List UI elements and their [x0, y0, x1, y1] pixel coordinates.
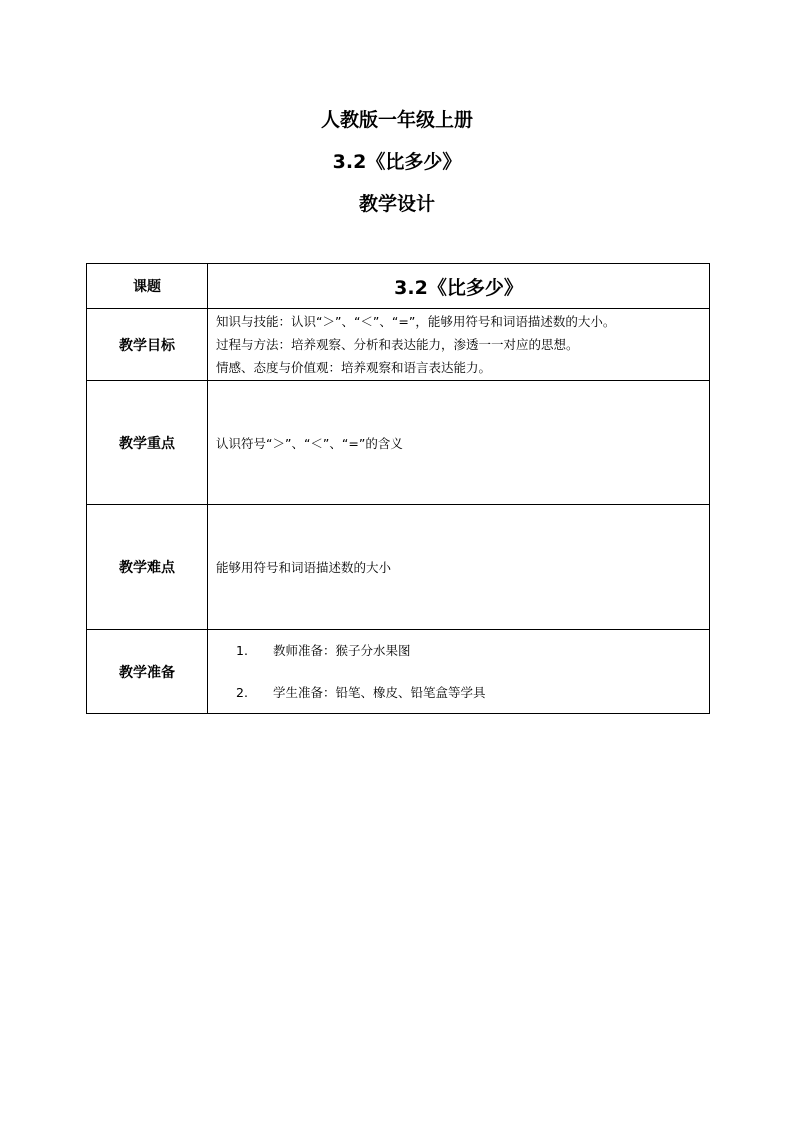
row-label-key-points: 教学重点: [87, 381, 208, 505]
document-title: 人教版一年级上册: [320, 109, 473, 131]
list-number: 1.: [236, 642, 248, 658]
table-row-preparation: [87, 630, 710, 714]
table-row-difficulties: [87, 505, 710, 630]
row-label-topic: 课题: [87, 264, 208, 309]
list-number: 2.: [236, 684, 248, 700]
preparation-content: [208, 630, 710, 714]
list-text: 教师准备：猴子分水果图: [273, 642, 411, 658]
key-points-content: 认识符号“＞”、“＜”、“=”的含义: [208, 381, 710, 505]
objective-attitude: 情感、态度与价值观：培养观察和语言表达能力。: [216, 360, 492, 375]
lesson-plan-table: [86, 263, 710, 714]
objectives-content: [208, 309, 710, 381]
document-subtitle: 教学设计: [358, 193, 435, 215]
topic-value: 3.2《比多少》: [208, 264, 710, 309]
lesson-title: 3.2《比多少》: [332, 151, 462, 173]
row-label-difficulties: 教学难点: [87, 505, 208, 630]
row-label-preparation: 教学准备: [87, 630, 208, 714]
table-row-topic: [87, 264, 710, 309]
list-item: [216, 640, 709, 662]
list-text: 学生准备：铅笔、橡皮、铅笔盒等学具: [273, 684, 486, 700]
difficulties-content: 能够用符号和词语描述数的大小: [208, 505, 710, 630]
list-item: [216, 682, 709, 704]
table-row-key-points: [87, 381, 710, 505]
objective-process: 过程与方法：培养观察、分析和表达能力，渗透一一对应的思想。: [216, 337, 579, 352]
table-row-objectives: [87, 309, 710, 381]
objective-knowledge: 知识与技能：认识“＞”、“＜”、“=”，能够用符号和词语描述数的大小。: [216, 314, 616, 329]
row-label-objectives: 教学目标: [87, 309, 208, 381]
